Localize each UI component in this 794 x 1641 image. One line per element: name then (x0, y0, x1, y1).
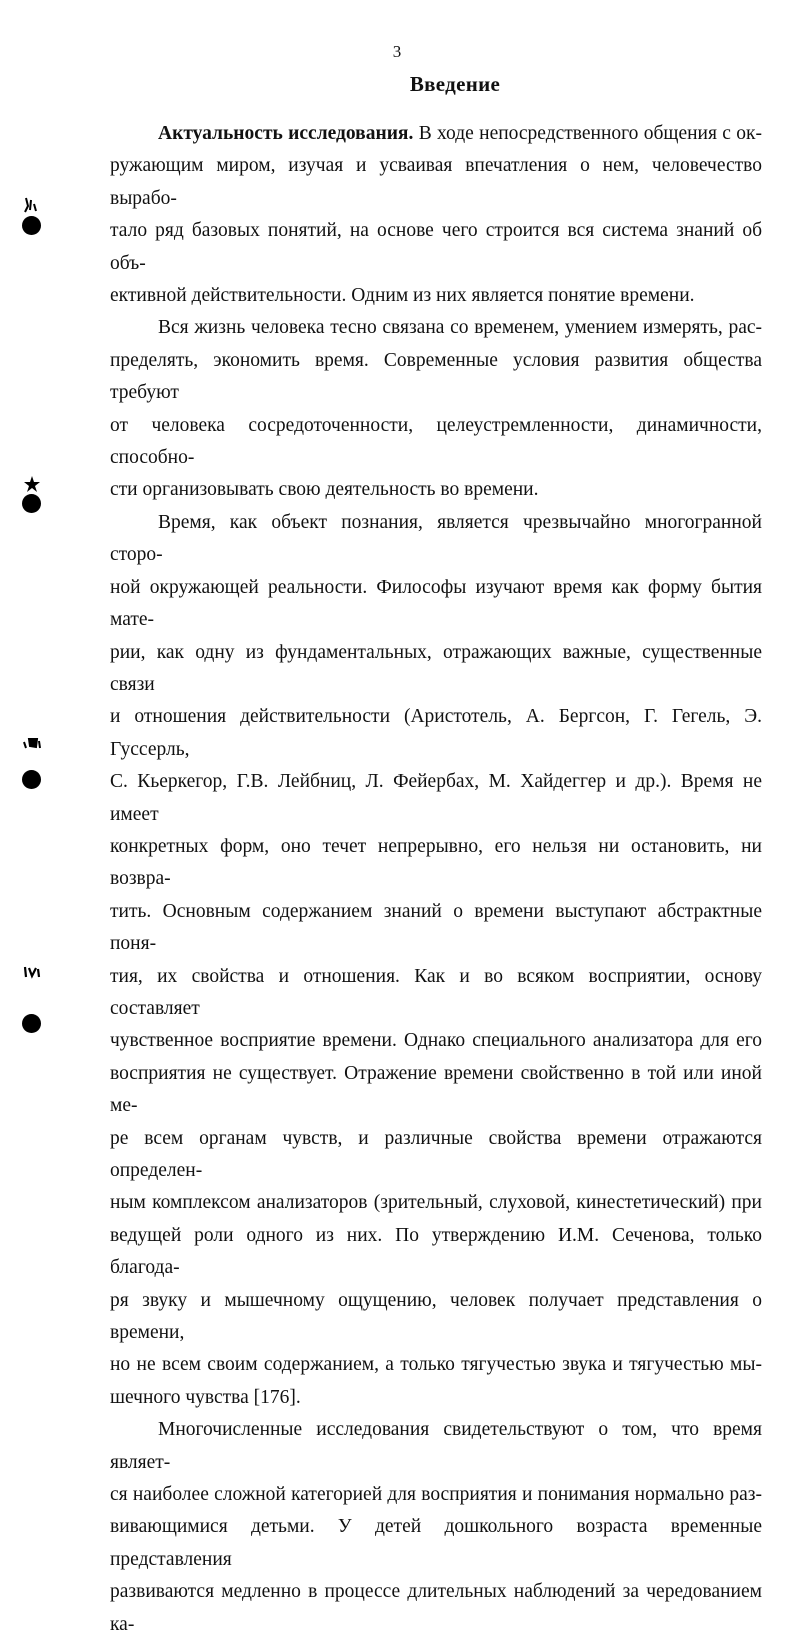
text-line: конкретных форм, оно течет непрерывно, его нельзя ни остановить, ни возвра- (110, 835, 762, 890)
paragraph-time-object (110, 507, 762, 1414)
text-line: тало ряд базовых понятий, на основе чего строится вся система знаний об объ- (110, 220, 762, 274)
text-line: В ходе непосредственного общения с ок- (413, 123, 762, 144)
text-line: и отношения действительности (Аристотель, А. Бергсон, Г. Гегель, Э. Гуссерль, (110, 706, 762, 760)
binder-hole-2 (22, 494, 41, 513)
text-line: ведущей роли одного из них. По утверждению И.М. Сеченова, только благода- (110, 1224, 762, 1279)
text-line: восприятия не существует. Отражение времени свойственно в той или иной ме- (110, 1062, 762, 1117)
page-title: Введение (409, 72, 501, 96)
text-line: шечного чувства [176]. (110, 1386, 301, 1408)
text-line: ной окружающей реальности. Философы изучают время как форму бытия мате- (110, 576, 762, 631)
text-line: С. Кьеркегор, Г.В. Лейбниц, Л. Фейербах, М. Хайдеггер и др.). Время не имеет (110, 771, 762, 825)
margin-scribble-1-icon (22, 196, 42, 216)
page-number: 3 (392, 42, 402, 61)
paragraph-research (110, 1414, 762, 1641)
binder-hole-3 (22, 770, 41, 789)
text-line: ря звуку и мышечному ощущению, человек получает представления о времени, (110, 1289, 762, 1344)
paragraph-relevance (110, 118, 762, 312)
margin-scribble-3-icon (22, 964, 42, 980)
binder-hole-1 (22, 216, 41, 235)
document-body (110, 118, 762, 1641)
text-line: развиваются медленно в процессе длительных наблюдений за чередованием ка- (110, 1581, 762, 1635)
text-line: ре всем органам чувств, и различные свойства времени отражаются определен- (110, 1127, 762, 1181)
text-line: рии, как одну из фундаментальных, отражающих важные, существенные связи (110, 641, 762, 695)
text-line: от человека сосредоточенности, целеустремленности, динамичности, способно- (110, 414, 762, 469)
margin-star-icon (22, 474, 42, 494)
text-line: ективной действительности. Одним из них является понятие времени. (110, 285, 695, 307)
text-line: вивающимися детьми. У детей дошкольного возраста временные представления (110, 1516, 762, 1570)
text-line: Время, как объект познания, является чрезвычайно многогранной сторо- (110, 511, 762, 566)
text-line: чувственное восприятие времени. Однако специального анализатора для его (110, 1030, 762, 1052)
text-line: тия, их свойства и отношения. Как и во всяком восприятии, основу составляет (110, 965, 762, 1019)
text-line: тить. Основным содержанием знаний о времени выступают абстрактные поня- (110, 900, 762, 955)
text-line: но не всем своим содержанием, а только тягучестью звука и тягучестью мы- (110, 1354, 762, 1376)
binder-hole-4 (22, 1014, 41, 1033)
text-line: ным комплексом анализаторов (зрительный, слуховой, кинестетический) при (110, 1192, 762, 1214)
paragraph-lead: Актуальность исследования. (158, 123, 414, 144)
text-line: ся наиболее сложной категорией для восприятия и понимания нормально раз- (110, 1484, 762, 1506)
text-line: Вся жизнь человека тесно связана со временем, умением измерять, рас- (158, 317, 762, 339)
paragraph-life-time (110, 312, 762, 506)
text-line: Многочисленные исследования свидетельствуют о том, что время являет- (110, 1419, 762, 1473)
margin-scribble-2-icon (22, 736, 42, 752)
text-line: пределять, экономить время. Современные условия развития общества требуют (110, 349, 762, 404)
text-line: ружающим миром, изучая и усваивая впечатления о нем, человечество вырабо- (110, 155, 762, 209)
text-line: сти организовывать свою деятельность во времени. (110, 479, 539, 501)
